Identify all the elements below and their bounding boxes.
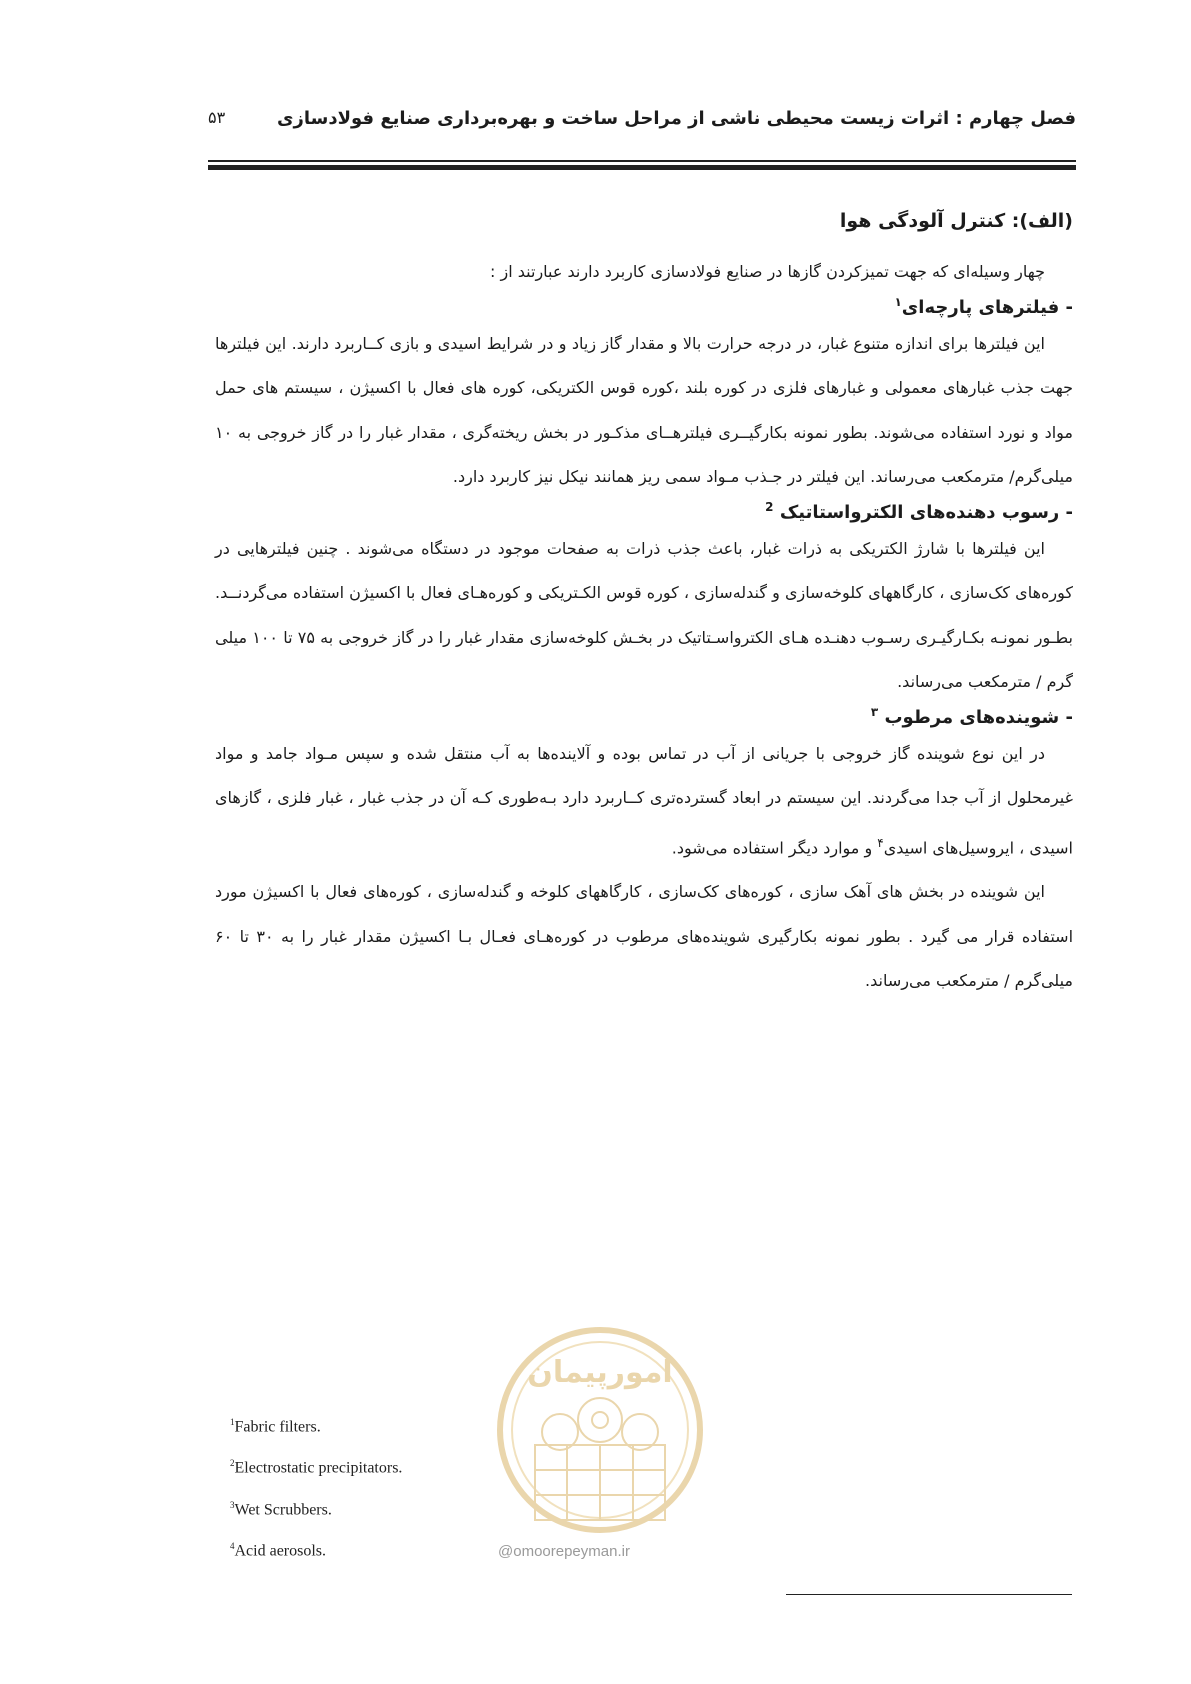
paragraph-wet-scrubbers <box>215 732 1073 871</box>
paragraph-electrostatic: این فیلترها با شارژ الکتریکی به ذرات غبار، باعث جذب ذرات به صفحات موجود در دستگاه می‌شوند . چنین فیلترهایی در کوره‌های کک‌سازی ، کارگاههای کلوخه‌سازی و گندله‌سازی ، کوره قوس الکـتریکی و کوره‌هـای فعال با اکسیژن استفاده می‌گردنــد. بطـور نمونـه بکـارگیـری رسـوب دهنـده هـای الکترواسـتاتیک در بخـش کلوخه‌سازی مقدار غبار را در گاز خروجی به ۷۵ تا ۱۰۰ میلی گرم / مترمکعب می‌رساند. <box>215 538 1073 691</box>
paragraph-fabric-filters: این فیلترها برای اندازه متنوع غبار، در درجه حرارت بالا و مقدار گاز زیاد و در شرایط اسیدی و بازی کــاربرد دارند. این فیلترها جهت جذب غبارهای معمولی و غبارهای فلزی در کوره بلند ،کوره قوس الکتریکی، کوره های فعال با اکسیژن ، سیستم های حمل مواد و نورد استفاده می‌شوند. بطور نمونه بکارگیــری فیلترهــای مذکـور در بخش ریخته‌گری ، مقدار غبار را در گاز خروجی به ۱۰ میلی‌گرم/ مترمکعب می‌رساند. این فیلتر در جـذب مـواد سمی ریز همانند نیکل نیز کاربرد دارد. <box>215 333 1073 486</box>
watermark-url: @omoorepeyman.ir <box>498 1543 630 1560</box>
footnote-rule <box>786 1594 1072 1595</box>
subsection-heading-fabric-filters <box>215 295 1073 318</box>
header-rule-thick <box>208 165 1076 170</box>
heading-text: - فیلترهای پارچه‌ای <box>901 296 1073 318</box>
watermark-logo-text: امورپیمان <box>527 1355 673 1390</box>
section-intro: چهار وسیله‌ای که جهت تمیزکردن گازها در صنایع فولادسازی کاربرد دارند عبارتند از : <box>490 262 1045 281</box>
paragraph-text: و موارد دیگر استفاده می‌شود. <box>671 837 878 857</box>
heading-text: - شوینده‌های مرطوب <box>884 706 1073 728</box>
page-body <box>215 210 1073 1004</box>
paragraph-text: در این نوع شوینده گاز خروجی با جریانی از آب در تماس بوده و آلاینده‌ها به آب منتقل شده و سپس مـواد جامد و مواد غیرمحلول از آب جدا می‌گردند. این سیستم در ابعاد گسترده‌تری کــاربرد دارد بـه‌طوری کـه آن در جذب غبار ، غبار فلزی ، گازهای اسیدی ، ایروسیل‌های اسیدی <box>215 743 1073 857</box>
footnote-ref: 2 <box>765 499 774 514</box>
footnote-item: $^2$Electrostatic precipitators. <box>230 1458 403 1477</box>
footnote-item: $^3$Wet Scrubbers. <box>230 1499 332 1518</box>
footnote-item: $^1$Fabric filters. <box>230 1417 321 1436</box>
header-rule-thin <box>208 160 1076 162</box>
footnotes <box>230 1404 402 1569</box>
page-number: ۵۳ <box>208 108 226 127</box>
footnote-item: $^4$Acid aerosols. <box>230 1540 327 1560</box>
chapter-title: فصل چهارم : اثرات زیست محیطی ناشی از مراحل ساخت و بهره‌برداری صنایع فولادسازی <box>277 108 1076 129</box>
subsection-heading-wet-scrubbers <box>215 705 1073 728</box>
footnote-ref: ۱ <box>894 294 902 309</box>
paragraph-wet-scrubbers-usage: این شوینده در بخش های آهک سازی ، کوره‌های کک‌سازی ، کارگاههای کلوخه و گندله‌سازی ، کوره‌های فعال با اکسیژن مورد استفاده قرار می گیرد . بطور نمونه بکارگیری شوینده‌های مرطوب در کوره‌هـای فعـال بـا اکسیژن مقدار غبار را به ۳۰ تا ۶۰ میلی‌گرم / مترمکعب می‌رساند. <box>215 882 1074 991</box>
section-heading: (الف): کنترل آلودگی هوا <box>839 210 1073 232</box>
subsection-heading-electrostatic <box>215 500 1073 523</box>
footnote-ref: ۳ <box>870 704 879 719</box>
watermark-logo <box>490 1320 710 1560</box>
heading-text: - رسوب دهنده‌های الکترواستاتیک <box>779 501 1073 523</box>
footnote-ref: ۴ <box>877 835 884 850</box>
